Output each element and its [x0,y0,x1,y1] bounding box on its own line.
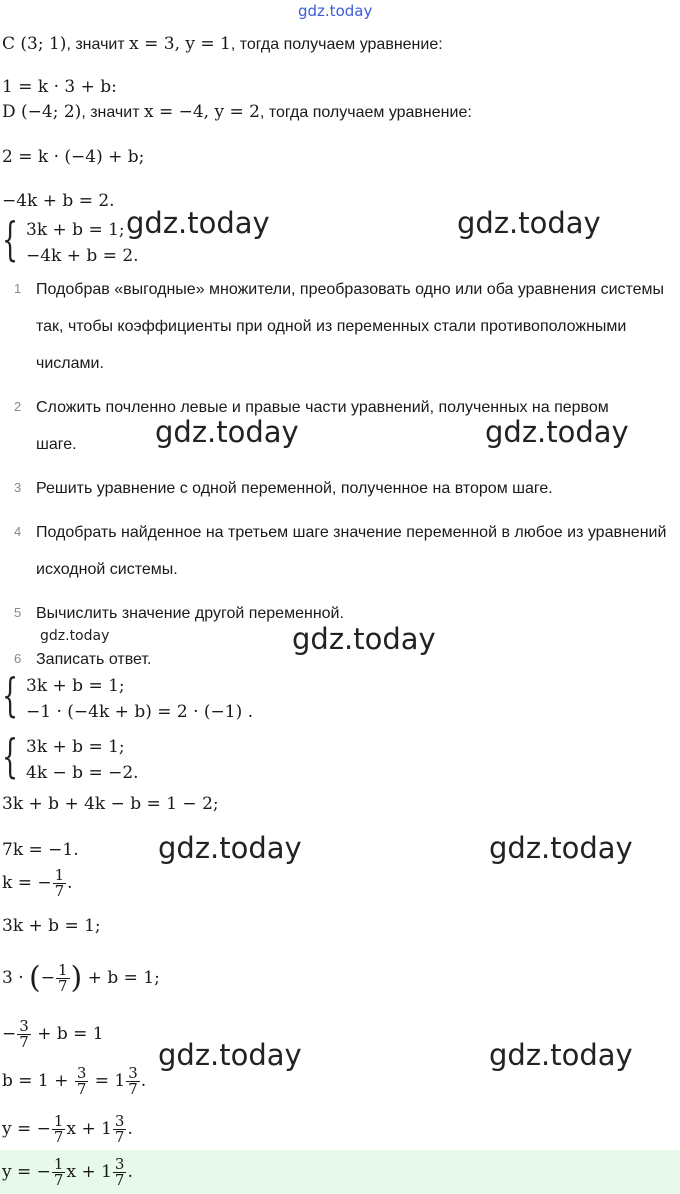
watermark: gdz.today [155,415,299,449]
fraction [56,963,70,994]
expr: k = − [2,873,52,893]
expr: x + 1 [66,1119,112,1139]
denominator: 7 [76,1080,87,1098]
step-text: Вычислить значение другой переменной. [36,605,344,622]
expr: . [140,1071,147,1091]
equation-6 [2,866,73,900]
expr: . [127,1162,133,1182]
coords-d: x = −4, y = 2 [143,102,260,122]
text-then: , значит [81,104,144,121]
step-text: Подобрав «выгодные» множители, преобразовать одно или оба уравнения системы так, чтобы коэффициенты при одной из переменных стали противоположными числами. [36,281,665,372]
expr: − [40,968,55,988]
denominator: 7 [58,977,68,995]
step-number: 4 [14,524,22,539]
step-text: Записать ответ. [36,651,152,668]
system-row: 3k + b = 1; [26,220,125,240]
system-brace: { [2,668,19,722]
system-brace: { [2,729,19,783]
denominator: 7 [54,882,65,900]
expr: x + 1 [66,1162,112,1182]
paren: ( [29,960,41,996]
watermark: gdz.today [158,831,302,865]
equation-5: 7k = −1. [2,840,79,860]
text-then: , значит [66,36,130,53]
paren: ) [70,960,83,996]
expr: − [2,1024,17,1044]
denominator: 7 [114,1171,125,1189]
fraction [113,1114,127,1145]
equation-2: 2 = k · (−4) + b; [2,147,145,167]
equation-7: 3k + b = 1; [2,916,101,936]
fraction [52,1157,66,1188]
text-equation: , тогда получаем уравнение: [259,104,472,121]
expr: = 1 [89,1071,126,1091]
numerator: 3 [128,1064,138,1082]
expr: y = − [2,1119,51,1139]
step-text: Решить уравнение с одной переменной, полученное на втором шаге. [36,480,553,497]
step-text: Сложить почленно левые и правые части уравнений, полученных на первом шаге. [36,399,609,453]
fraction [113,1157,127,1188]
denominator: 7 [19,1033,29,1051]
numerator: 3 [114,1112,125,1130]
watermark-top: gdz.today [298,2,373,20]
expr: . [67,873,73,893]
watermark-small: gdz.today [40,628,110,644]
denominator: 7 [53,1128,64,1146]
system-row: 3k + b = 1; [26,676,125,696]
denominator: 7 [114,1128,125,1146]
equation-4: 3k + b + 4k − b = 1 − 2; [2,794,219,814]
watermark: gdz.today [126,206,270,240]
step-number: 6 [14,651,22,666]
expr: + b = 1 [31,1024,104,1044]
equation-1: 1 = k · 3 + b: [2,77,117,97]
fraction [52,1114,66,1145]
watermark: gdz.today [158,1038,302,1072]
text-equation: , тогда получаем уравнение: [230,36,443,53]
answer [2,1152,133,1192]
step-number: 3 [14,480,22,495]
equation-3: −4k + b = 2. [2,191,115,211]
fraction [17,1019,31,1050]
fraction [53,868,67,899]
watermark: gdz.today [485,415,629,449]
equation-9 [2,1014,104,1054]
expr: y = − [2,1162,51,1182]
numerator: 3 [114,1155,125,1173]
denominator: 7 [128,1080,138,1098]
equation-10 [2,1061,146,1101]
numerator: 3 [19,1017,29,1035]
condition-line-c [2,33,443,56]
expr: . [127,1119,133,1139]
point-c: C (3; 1) [2,34,67,54]
denominator: 7 [53,1171,64,1189]
system-row: −1 · (−4k + b) = 2 · (−1) . [26,702,254,722]
numerator: 1 [54,866,65,884]
equation-8 [2,958,160,999]
watermark: gdz.today [457,206,601,240]
coords-c: x = 3, y = 1 [129,34,231,54]
watermark: gdz.today [292,622,436,656]
system-row: −4k + b = 2. [26,246,139,266]
numerator: 1 [58,961,68,979]
expr: 3 · [2,968,30,988]
watermark: gdz.today [489,1038,633,1072]
fraction [75,1066,89,1097]
numerator: 3 [76,1064,87,1082]
equation-11 [2,1109,133,1149]
step-number: 2 [14,399,22,414]
system-row: 4k − b = −2. [26,763,139,783]
step-number: 5 [14,605,22,620]
system-brace: { [2,212,19,266]
expr: + b = 1; [82,968,160,988]
numerator: 1 [53,1155,64,1173]
system-row: 3k + b = 1; [26,737,125,757]
condition-line-d [2,101,472,124]
watermark: gdz.today [489,831,633,865]
expr: b = 1 + [2,1071,74,1091]
step-number: 1 [14,281,22,296]
numerator: 1 [53,1112,64,1130]
fraction [126,1066,140,1097]
point-d: D (−4; 2) [2,102,82,122]
step-text: Подобрать найденное на третьем шаге значение переменной в любое из уравнений исходной системы. [36,524,667,578]
